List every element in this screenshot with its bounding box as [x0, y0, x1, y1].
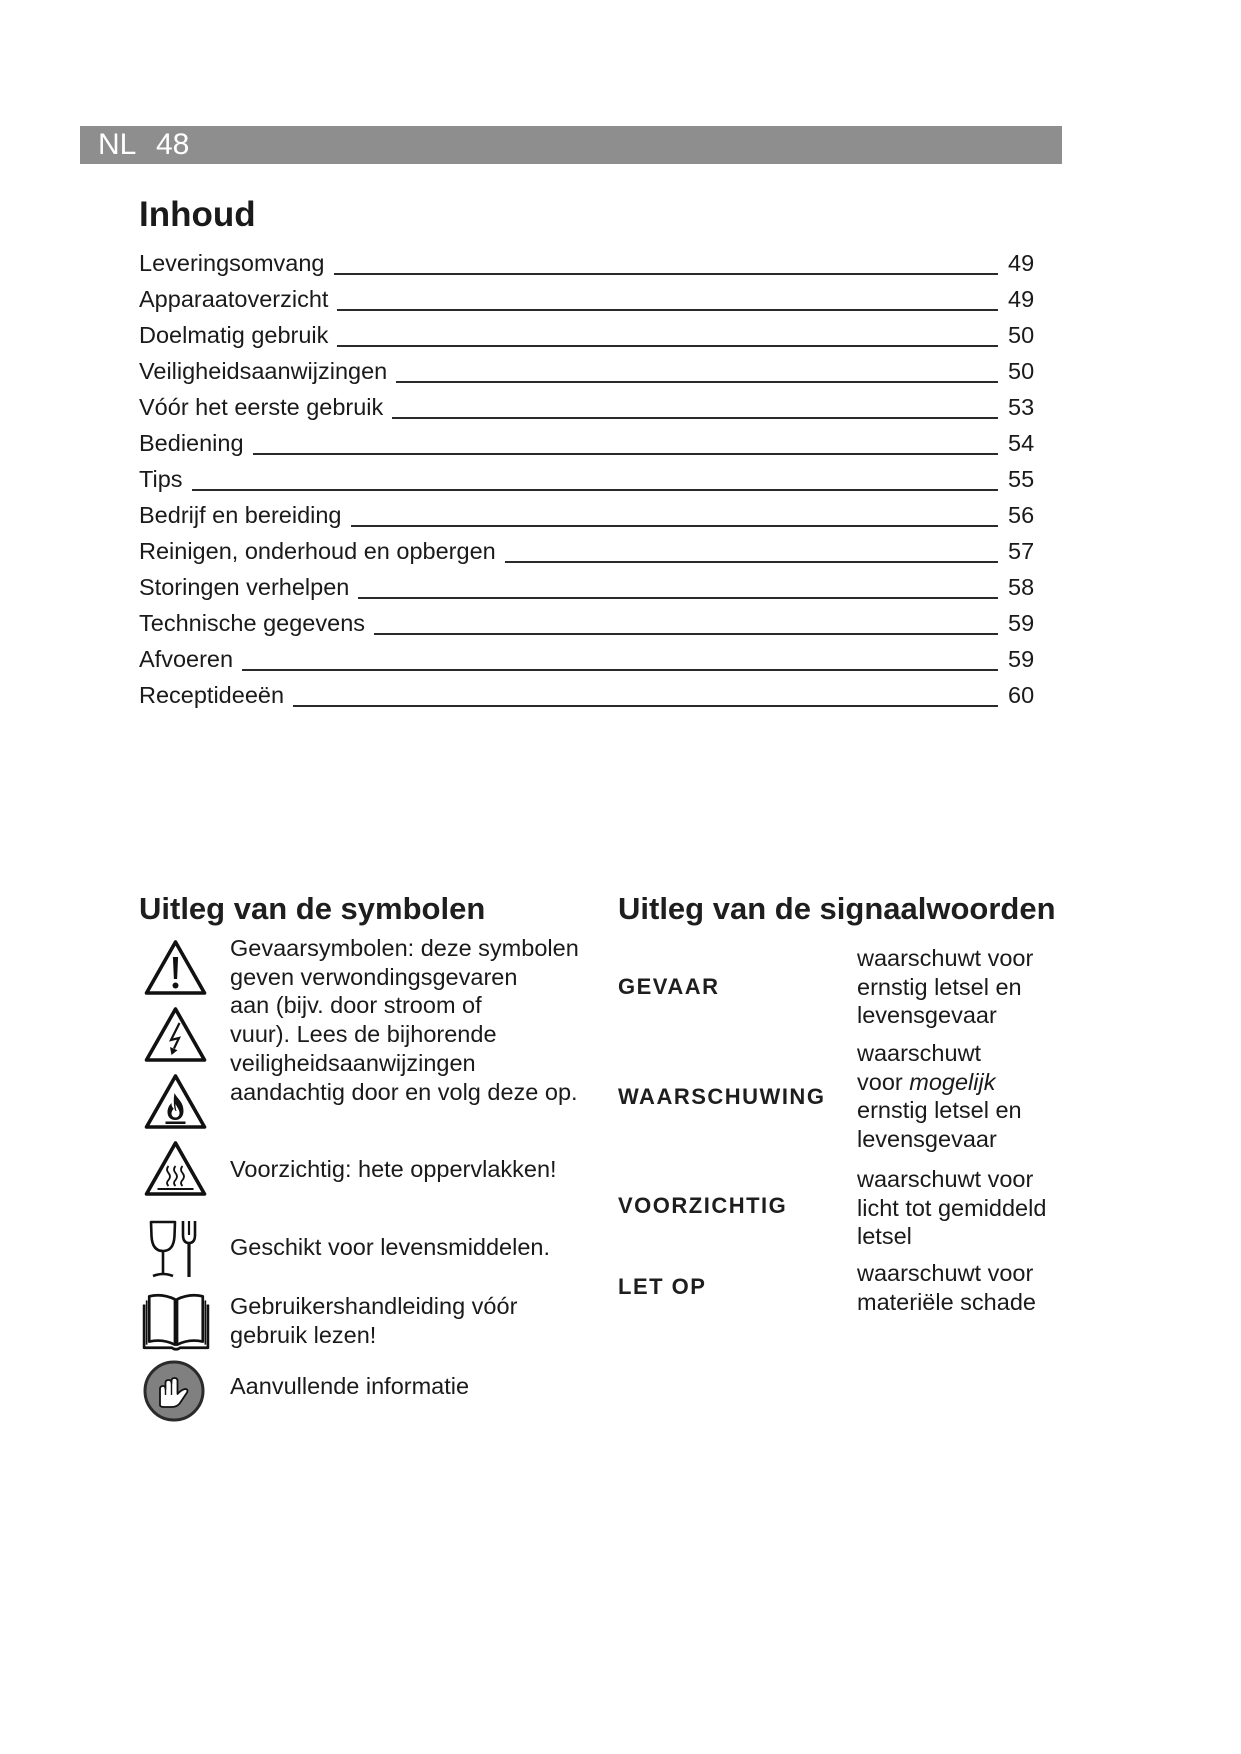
- toc-leader-line: [293, 705, 998, 707]
- toc-leader-line: [396, 381, 998, 383]
- toc-leader-line: [242, 669, 998, 671]
- description-line: licht tot gemiddeld: [857, 1194, 1047, 1221]
- signal-word-notice-description: [857, 1259, 1036, 1316]
- hot-surface-icon: [143, 1139, 208, 1199]
- toc-entry: [139, 641, 1044, 677]
- description-line: ernstig letsel en: [857, 973, 1022, 1000]
- toc-leader-line: [505, 561, 998, 563]
- description-line: veiligheidsaanwijzingen: [230, 1049, 476, 1076]
- toc-entry-page: 50: [1008, 322, 1035, 348]
- signal-word-danger-description: [857, 944, 1033, 1030]
- description-line: gebruik lezen!: [230, 1321, 377, 1348]
- toc-entry-label: Technische gegevens: [139, 610, 366, 636]
- description-line: materiële schade: [857, 1288, 1036, 1315]
- toc-leader-line: [358, 597, 998, 599]
- description-line: Gebruikershandleiding vóór: [230, 1293, 518, 1319]
- toc-entry: [139, 677, 1044, 713]
- signal-word-caution-description: [857, 1165, 1046, 1251]
- toc-entry-page: 53: [1008, 394, 1035, 420]
- description-line: letsel: [857, 1223, 912, 1250]
- toc-entry-page: 55: [1008, 466, 1035, 492]
- table-of-contents: [139, 245, 1044, 713]
- header-bar: [80, 126, 1062, 164]
- hazard-symbols-description: [230, 934, 579, 1106]
- description-line: Gevaarsymbolen: deze symbolen: [230, 935, 579, 961]
- toc-entry: [139, 605, 1044, 641]
- toc-title: Inhoud: [139, 195, 256, 234]
- signal-word-notice: LET OP: [618, 1274, 707, 1299]
- food-safe-description: [230, 1233, 550, 1262]
- fire-hazard-icon: [143, 1072, 208, 1132]
- signal-words-section-title: Uitleg van de signaalwoorden: [618, 891, 1056, 926]
- toc-leader-line: [351, 525, 999, 527]
- toc-leader-line: [392, 417, 998, 419]
- toc-entry: [139, 245, 1044, 281]
- description-line: geven verwondingsgevaren: [230, 963, 518, 990]
- toc-leader-line: [192, 489, 998, 491]
- toc-entry-page: 59: [1008, 646, 1035, 672]
- toc-entry-label: Afvoeren: [139, 646, 234, 672]
- toc-entry: [139, 461, 1044, 497]
- toc-leader-line: [374, 633, 998, 635]
- toc-entry-label: Bedrijf en bereiding: [139, 502, 342, 528]
- description-line: Aanvullende informatie: [230, 1373, 470, 1399]
- toc-entry: [139, 317, 1044, 353]
- toc-entry-page: 54: [1008, 430, 1035, 456]
- description-line: aan (bijv. door stroom of: [230, 992, 482, 1019]
- toc-entry: [139, 569, 1044, 605]
- toc-entry-label: Bediening: [139, 430, 244, 456]
- toc-leader-line: [337, 309, 998, 311]
- toc-entry: [139, 353, 1044, 389]
- toc-entry: [139, 281, 1044, 317]
- description-line: aandachtig door en volg deze op.: [230, 1078, 578, 1105]
- signal-word-warning: WAARSCHUWING: [618, 1084, 826, 1109]
- signal-word-caution: VOORZICHTIG: [618, 1193, 788, 1218]
- read-manual-icon: [141, 1290, 211, 1352]
- description-line: vuur). Lees de bijhorende: [230, 1021, 497, 1048]
- electric-shock-icon: [143, 1005, 208, 1065]
- toc-entry-label: Receptideeën: [139, 682, 285, 708]
- toc-entry-label: Leveringsomvang: [139, 250, 325, 276]
- description-line: levensgevaar: [857, 1002, 997, 1029]
- toc-leader-line: [253, 453, 998, 455]
- toc-entry: [139, 533, 1044, 569]
- toc-entry-label: Reinigen, onderhoud en opbergen: [139, 538, 496, 564]
- toc-entry-label: Tips: [139, 466, 183, 492]
- page-number: 48: [156, 128, 190, 161]
- toc-entry: [139, 425, 1044, 461]
- description-text: voor: [857, 1068, 910, 1095]
- toc-entry-label: Apparaatoverzicht: [139, 286, 329, 312]
- description-line: ernstig letsel en: [857, 1097, 1022, 1124]
- toc-entry-label: Doelmatig gebruik: [139, 322, 329, 348]
- description-line: levensgevaar: [857, 1126, 997, 1153]
- toc-entry-page: 60: [1008, 682, 1035, 708]
- symbols-section-title: Uitleg van de symbolen: [139, 891, 486, 926]
- toc-entry-label: Veiligheidsaanwijzingen: [139, 358, 388, 384]
- additional-info-hand-icon: [142, 1359, 206, 1423]
- toc-leader-line: [337, 345, 998, 347]
- toc-entry-page: 49: [1008, 286, 1035, 312]
- toc-entry-label: Vóór het eerste gebruik: [139, 394, 384, 420]
- description-line: waarschuwt: [857, 1040, 982, 1066]
- signal-word-warning-description: [857, 1039, 1022, 1154]
- toc-entry-page: 58: [1008, 574, 1035, 600]
- description-emphasis: mogelijk: [909, 1068, 996, 1095]
- description-line: waarschuwt voor: [857, 945, 1034, 971]
- description-line: waarschuwt voor: [857, 1260, 1034, 1286]
- signal-word-danger: GEVAAR: [618, 974, 720, 999]
- toc-entry-page: 49: [1008, 250, 1035, 276]
- toc-entry: [139, 389, 1044, 425]
- toc-entry-label: Storingen verhelpen: [139, 574, 350, 600]
- toc-entry-page: 57: [1008, 538, 1035, 564]
- description-line: [857, 1068, 1022, 1097]
- toc-entry-page: 50: [1008, 358, 1035, 384]
- toc-entry: [139, 497, 1044, 533]
- warning-exclamation-icon: [143, 938, 208, 998]
- additional-info-description: [230, 1372, 469, 1401]
- toc-entry-page: 59: [1008, 610, 1035, 636]
- toc-leader-line: [334, 273, 999, 275]
- description-line: Voorzichtig: hete oppervlakken!: [230, 1156, 557, 1182]
- language-code: NL: [98, 128, 137, 161]
- read-manual-description: [230, 1292, 517, 1349]
- toc-entry-page: 56: [1008, 502, 1035, 528]
- food-safe-icon: [148, 1218, 200, 1280]
- hot-surface-description: [230, 1155, 557, 1184]
- description-line: waarschuwt voor: [857, 1166, 1034, 1192]
- description-line: Geschikt voor levensmiddelen.: [230, 1234, 551, 1260]
